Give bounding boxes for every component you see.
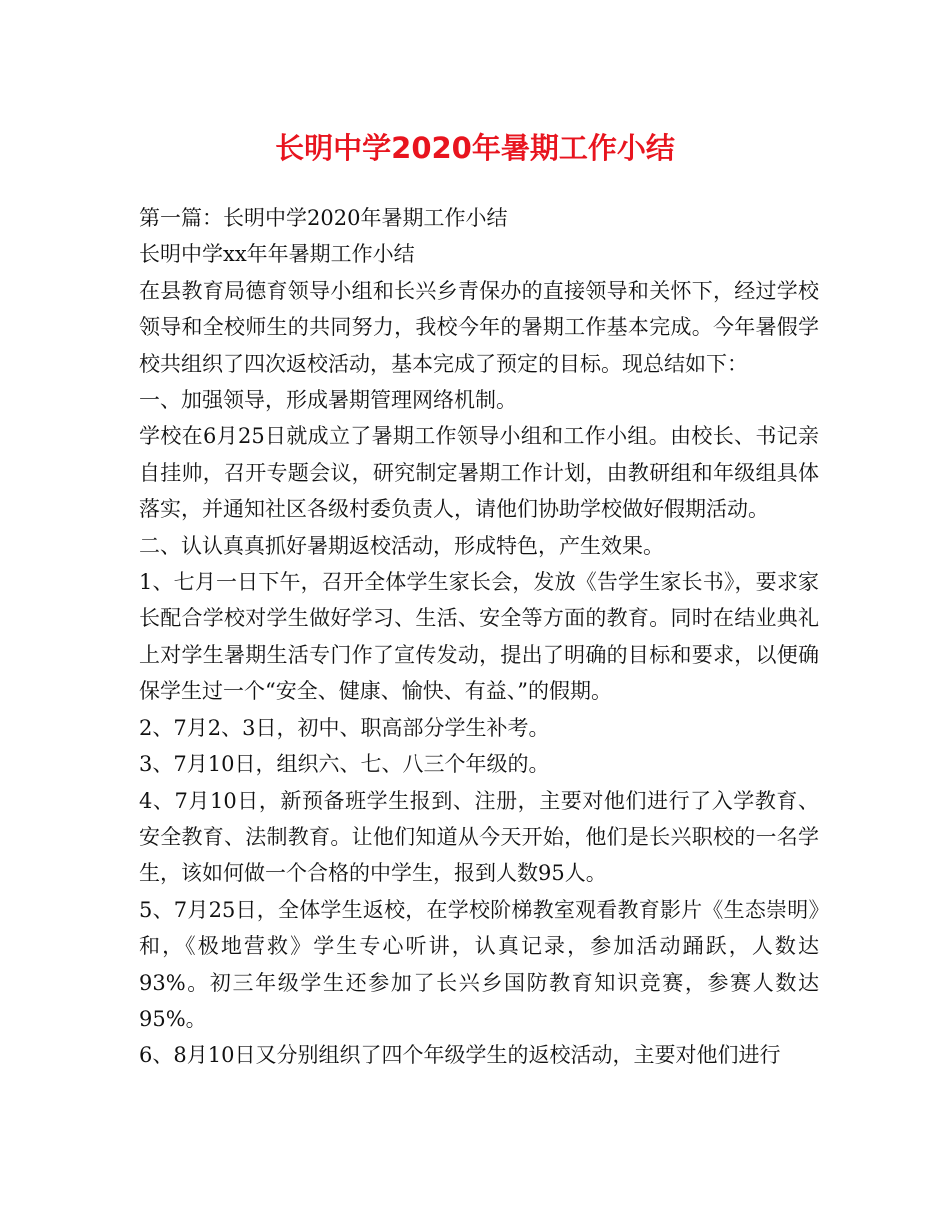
- paragraph-heading-part-one: 第一篇：长明中学2020年暑期工作小结: [139, 206, 508, 230]
- paragraph-section-two-heading: 二、认认真真抓好暑期返校活动，形成特色，产生效果。: [139, 533, 664, 558]
- paragraph-item-2: 2、7月2、3日，初中、职高部分学生补考。: [139, 715, 550, 740]
- paragraph-item-1: 1、七月一日下午，召开全体学生家长会，发放《告学生家长书》，要求家长配合学校对学生做好学习、生活、安全等方面的教育。同时在结业典礼上对学生暑期生活专门作了宣传发动，提出了明确的目标和要求，以便确保学生过一个“安全、健康、愉快、有益、”的假期。: [139, 570, 819, 704]
- document-title: 长明中学2020年暑期工作小结: [275, 131, 675, 165]
- paragraph-intro: 在县教育局德育领导小组和长兴乡青保办的直接领导和关怀下，经过学校领导和全校师生的共同努力，我校今年的暑期工作基本完成。今年暑假学校共组织了四次返校活动，基本完成了预定的目标。现总结如下：: [139, 278, 819, 376]
- paragraph-item-5: 5、7月25日，全体学生返校，在学校阶梯教室观看教育影片《生态崇明》和，《极地营救》学生专心听讲，认真记录，参加活动踊跃，人数达93%。初三年级学生还参加了长兴乡国防教育知识竞赛，参赛人数达95%。: [139, 897, 819, 1031]
- paragraph-item-6: 6、8月10日又分别组织了四个年级学生的返校活动，主要对他们进行: [139, 1043, 781, 1068]
- paragraph-item-4: 4、7月10日，新预备班学生报到、注册，主要对他们进行了入学教育、安全教育、法制教育。让他们知道从今天开始，他们是长兴职校的一名学生，该如何做一个合格的中学生，报到人数95人。: [139, 788, 819, 886]
- paragraph-section-one-heading: 一、加强领导，形成暑期管理网络机制。: [139, 388, 517, 413]
- document-body: [139, 200, 819, 1074]
- paragraph-subtitle: 长明中学xx年年暑期工作小结: [139, 242, 415, 267]
- paragraph-item-3: 3、7月10日，组织六、七、八三个年级的。: [139, 752, 550, 777]
- paragraph-section-one-body: 学校在6月25日就成立了暑期工作领导小组和工作小组。由校长、书记亲自挂帅，召开专题会议，研究制定暑期工作计划，由教研组和年级组具体落实，并通知社区各级村委负责人，请他们协助学校做好假期活动。: [139, 424, 819, 522]
